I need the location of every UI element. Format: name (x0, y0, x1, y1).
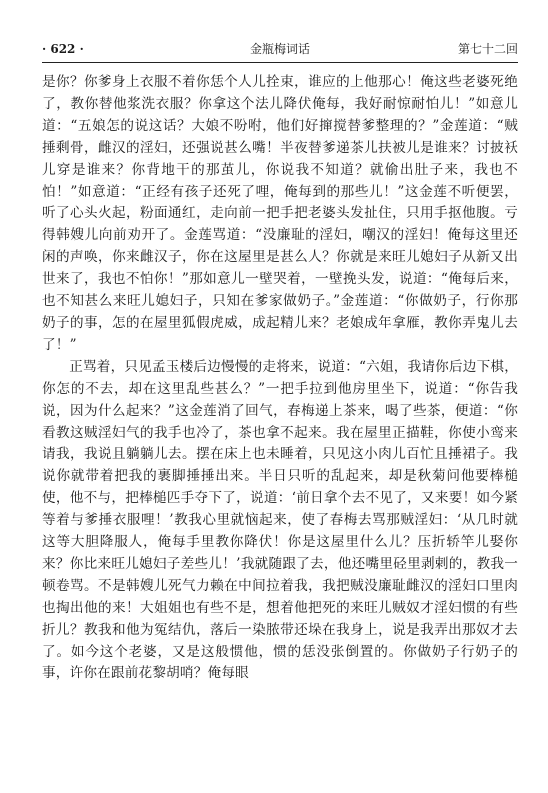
book-title: 金瓶梅词话 (249, 42, 310, 56)
running-header (42, 38, 518, 60)
page-number: · 622 · (42, 42, 84, 56)
page-body (42, 72, 518, 685)
header-rule (42, 62, 518, 63)
chapter-label: 第七十二回 (457, 42, 518, 56)
paragraph-continuation: 是你？你爹身上衣服不着你恁个人儿拴束，谁应的上他那心！俺这些老婆死绝了，教你替他浆洗衣服？你拿这个法儿降伏俺每，我好耐惊耐怕儿！”如意儿道：“五娘怎的说这话？大娘不吩咐，他们好撺搅替爹整理的？”金莲道：“贼捶剩骨，雌汉的淫妇，还强说甚么嘴！半夜替爹递茶儿扶被儿是谁来？讨披袄儿穿是谁来？你背地干的那茧儿，你说我不知道？就偷出肚子来，我也不怕！”如意道：“正经有孩子还死了哩，俺每到的那些儿！”这金莲不听便罢，听了心头火起，粉面通红，走向前一把手把老婆头发扯住，只用手抠他腹。亏得韩嫂儿向前劝开了。金莲骂道：“没廉耻的淫妇，嘲汉的淫妇！俺每这里还闲的声唤，你来雌汉子，你在这屋里是甚么人？你就是来旺儿媳妇子从新又出世来了，我也不怕你！”那如意儿一壁哭着，一壁挽头发，说道：“俺每后来，也不知甚么来旺儿媳妇子，只知在爹家做奶子。”金莲道：“你做奶子，行你那奶子的事，怎的在屋里狐假虎威，成起精儿来？老娘成年拿雁，教你弄鬼儿去了！” (42, 74, 518, 353)
paragraph: 正骂着，只见孟玉楼后边慢慢的走将来，说道：“六姐，我请你后边下棋，你怎的不去，却在这里乱些甚么？”一把手拉到他房里坐下，说道：“你告我说，因为什么起来？”这金莲消了回气，春梅递上茶来，喝了些茶，便道：“你看教这贼淫妇气的我手也冷了，茶也拿不起来。我在屋里正描鞋，你使小鸾来请我，我说且躺躺儿去。摆在床上也未睡着，只见这小肉儿百忙且捶裙子。我说你就带着把我的裹脚捶捶出来。半日只听的乱起来，却是秋菊问他要棒槌使，他不与，把棒槌匹手夺下了，说道：‘前日拿个去不见了，又来要！如今紧等着与爹捶衣服哩！’教我心里就恼起来，使了春梅去骂那贼淫妇：‘从几时就这等大胆降服人，俺每手里教你降伏！你是这屋里什么儿？压折轿竿儿娶你来？你比来旺儿媳妇子差些儿！’我就随跟了去，他还嘴里硁里剥剌的，教我一顿卷骂。不是韩嫂儿死气力赖在中间拉着我，我把贼没廉耻雌汉的淫妇口里肉也掏出他的来！大姐姐也有些不是，想着他把死的来旺儿贼奴才淫妇惯的有些折儿？教我和他为冤结仇，落后一染脓带还垛在我身上，说是我弄出那奴才去了。如今这个老婆，又是这般惯他，惯的恁没张倒置的。你做奶子行奶子的事，许你在跟前花黎胡哨？俺每眼 (42, 358, 518, 682)
